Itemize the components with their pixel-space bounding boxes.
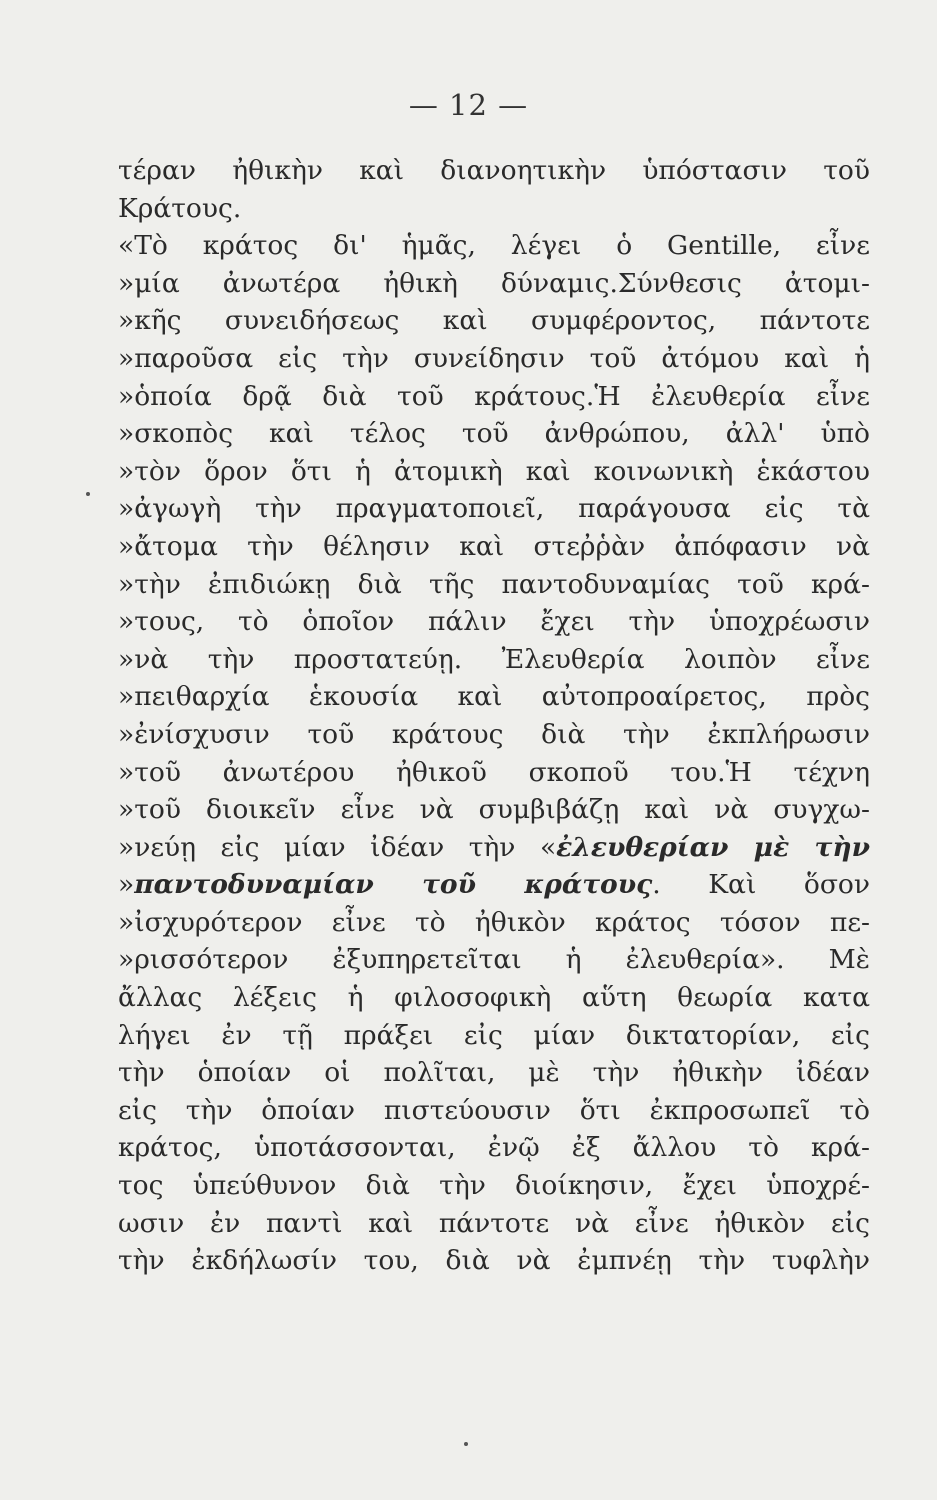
text-line — [118, 415, 870, 453]
line-text: τὴν ἐκδήλωσίν του, διὰ νὰ ἐμπνέῃ τὴν τυφλὴν — [118, 1245, 870, 1277]
line-text: »ρισσότερον ἐξυπηρετεῖται ἡ ἐλευθερία». Μὲ — [118, 944, 870, 976]
text-line — [118, 1017, 870, 1055]
text-line — [118, 754, 870, 792]
line-text: Κράτους. — [118, 192, 242, 224]
text-line — [118, 378, 870, 416]
body-text — [118, 152, 870, 1280]
line-text: κράτος, ὑποτάσσονται, ἐνῷ ἐξ ἄλλου τὸ κρά- — [118, 1132, 870, 1164]
line-text: εἰς τὴν ὁποίαν πιστεύουσιν ὅτι ἐκπροσωπεῖ τὸ — [118, 1094, 870, 1126]
line-text: » — [118, 869, 135, 901]
text-line — [118, 1092, 870, 1130]
text-line — [118, 904, 870, 942]
line-emphasis: ἐλευθερίαν μὲ τὴν — [556, 831, 870, 863]
line-text: »ἐνίσχυσιν τοῦ κράτους διὰ τὴν ἐκπλήρωσιν — [118, 718, 870, 750]
line-text-tail: . Καὶ ὅσον — [652, 869, 870, 901]
ink-speck — [464, 1442, 468, 1446]
text-line — [118, 1242, 870, 1280]
text-line — [118, 641, 870, 679]
line-text: »τὸν ὅρον ὅτι ἡ ἀτομικὴ καὶ κοινωνικὴ ἑκάστου — [118, 455, 870, 487]
line-text: τὴν ὁποίαν οἱ πολῖται, μὲ τὴν ἠθικὴν ἰδέαν — [118, 1057, 870, 1089]
line-text: »ὁποία δρᾷ διὰ τοῦ κράτους.Ἡ ἐλευθερία εἶνε — [118, 380, 870, 412]
line-text: »μία ἀνωτέρα ἠθικὴ δύναμις.Σύνθεσις ἀτομι- — [118, 267, 870, 299]
line-text: »τοῦ διοικεῖν εἶνε νὰ συμβιβάζῃ καὶ νὰ συγχω- — [118, 794, 870, 826]
line-text: »παροῦσα εἰς τὴν συνείδησιν τοῦ ἀτόμου καὶ ἡ — [118, 342, 870, 374]
line-text: »νεύῃ εἰς μίαν ἰδέαν τὴν « — [118, 831, 557, 863]
text-line — [118, 1205, 870, 1243]
line-text: »ἰσχυρότερον εἶνε τὸ ἠθικὸν κράτος τόσον πε- — [118, 906, 870, 938]
text-line — [118, 829, 870, 867]
line-text: τέραν ἠθικὴν καὶ διανοητικὴν ὑπόστασιν τοῦ — [118, 155, 870, 186]
text-line — [118, 190, 870, 228]
text-line — [118, 490, 870, 528]
text-line — [118, 265, 870, 303]
line-text: «Τὸ κράτος δι' ἡμᾶς, λέγει ὁ Gentille, εἶνε — [118, 230, 870, 262]
text-line — [118, 941, 870, 979]
text-line — [118, 603, 870, 641]
line-text: »νὰ τὴν προστατεύῃ. Ἐλευθερία λοιπὸν εἶνε — [118, 643, 870, 675]
text-line — [118, 566, 870, 604]
text-line — [118, 866, 870, 904]
text-line — [118, 1129, 870, 1167]
text-line — [118, 528, 870, 566]
line-text: »ἀγωγὴ τὴν πραγματοποιεῖ, παράγουσα εἰς τὰ — [118, 493, 870, 525]
ink-speck — [86, 492, 90, 496]
text-line — [118, 791, 870, 829]
text-line — [118, 1167, 870, 1205]
line-text: »τους, τὸ ὁποῖον πάλιν ἔχει τὴν ὑποχρέωσιν — [118, 606, 870, 638]
text-line — [118, 152, 870, 190]
line-text: λήγει ἐν τῇ πράξει εἰς μίαν δικτατορίαν, εἰς — [118, 1019, 870, 1051]
line-text: ωσιν ἐν παντὶ καὶ πάντοτε νὰ εἶνε ἠθικὸν εἰς — [118, 1207, 870, 1239]
line-text: »σκοπὸς καὶ τέλος τοῦ ἀνθρώπου, ἀλλ' ὑπὸ — [118, 418, 870, 450]
text-line — [118, 716, 870, 754]
line-text: »πειθαρχία ἑκουσία καὶ αὐτοπροαίρετος, πρὸς — [118, 681, 870, 713]
text-line — [118, 453, 870, 491]
text-line — [118, 979, 870, 1017]
line-text: ἄλλας λέξεις ἡ φιλοσοφικὴ αὕτη θεωρία κατα — [118, 982, 870, 1014]
text-line — [118, 1054, 870, 1092]
text-line — [118, 227, 870, 265]
line-text: »ἄτομα τὴν θέλησιν καὶ στεῤῥὰν ἀπόφασιν νὰ — [118, 530, 870, 562]
line-text: »τοῦ ἀνωτέρου ἠθικοῦ σκοποῦ του.Ἡ τέχνη — [118, 756, 870, 788]
text-line — [118, 340, 870, 378]
page-number: — 12 — — [408, 88, 529, 122]
line-text: »κῆς συνειδήσεως καὶ συμφέροντος, πάντοτε — [118, 305, 870, 337]
line-text: »τὴν ἐπιδιώκῃ διὰ τῆς παντοδυναμίας τοῦ κρά- — [118, 568, 870, 600]
line-emphasis: παντοδυναμίαν τοῦ κράτους — [134, 869, 653, 901]
text-line — [118, 678, 870, 716]
line-text: τος ὑπεύθυνον διὰ τὴν διοίκησιν, ἔχει ὑποχρέ- — [118, 1170, 870, 1202]
text-line — [118, 302, 870, 340]
